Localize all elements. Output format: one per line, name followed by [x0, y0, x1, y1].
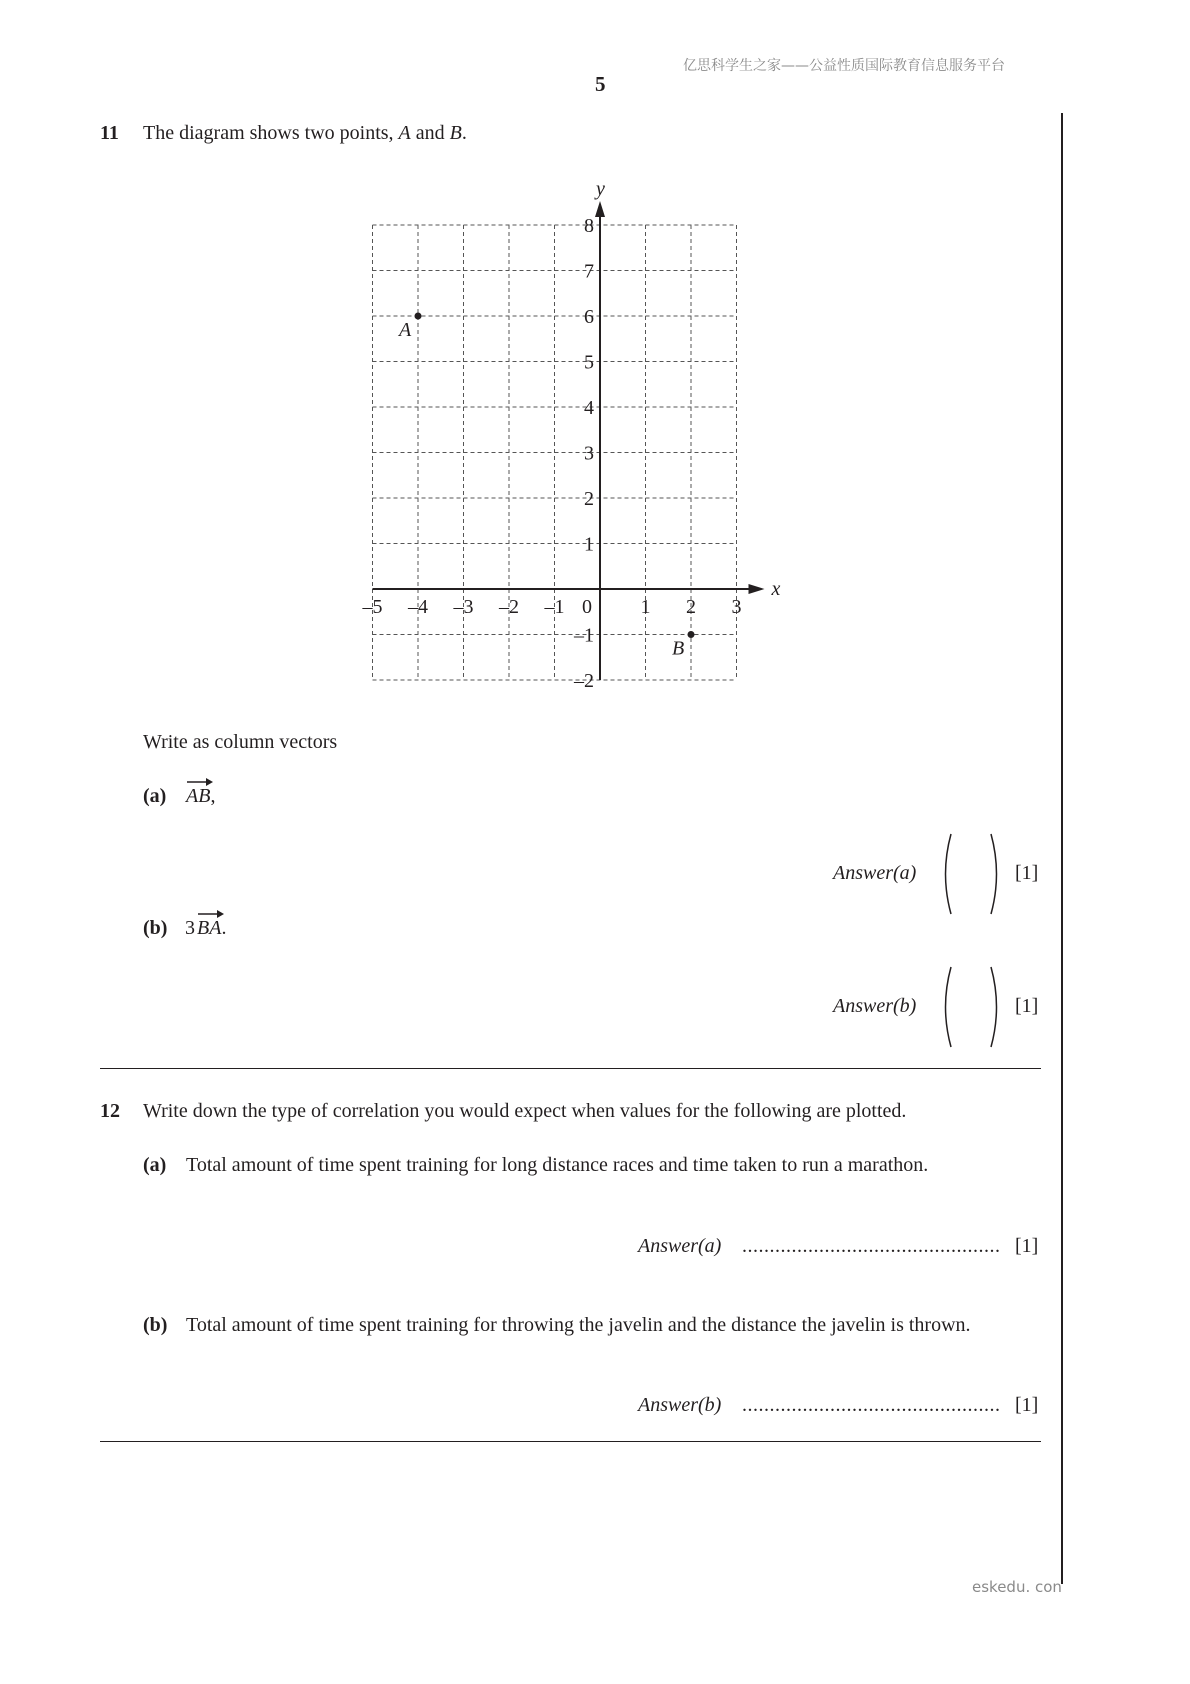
x-tick-label: 0 [582, 596, 592, 618]
x-tick-label: 3 [731, 596, 742, 618]
header-watermark: 亿思科学生之家——公益性质国际教育信息服务平台 [683, 58, 1005, 74]
y-tick-label: –1 [574, 624, 594, 647]
y-tick-labels [573, 215, 594, 692]
q11b-answer-label: Answer(b) [833, 995, 917, 1017]
x-tick-label: 1 [640, 596, 651, 618]
q11a-answer-label: Answer(a) [833, 862, 917, 884]
q11-text: The diagram shows two points, A and B. [143, 122, 467, 144]
q12b-answer-label: Answer(b) [638, 1394, 722, 1416]
y-axis-label: y [596, 178, 605, 200]
y-tick-label: 4 [584, 397, 594, 419]
q11-instruction: Write as column vectors [143, 731, 338, 753]
q12b-marks: [1] [1015, 1394, 1039, 1416]
q12a-label: (a) [143, 1154, 167, 1176]
x-axis-arrow-icon [749, 584, 765, 594]
q11b-coefficient: 3 [185, 917, 195, 939]
point-a [415, 313, 422, 320]
q12a-answer-label: Answer(a) [638, 1235, 722, 1257]
y-tick-label: 3 [584, 442, 594, 465]
q11a-label: (a) [143, 785, 167, 807]
x-tick-label: –5 [362, 596, 383, 618]
x-tick-label: –4 [408, 596, 428, 618]
q12-number: 12 [100, 1100, 120, 1122]
y-tick-label: 1 [584, 533, 594, 556]
q12-text: Write down the type of correlation you would expect when values for the following are plotted. [143, 1100, 907, 1122]
q12a-marks: [1] [1015, 1235, 1039, 1257]
q11b-vector: BA. [197, 906, 226, 943]
right-paren-icon [988, 966, 1004, 1048]
x-tick-label: –1 [544, 596, 565, 618]
q12b-label: (b) [143, 1314, 168, 1336]
x-tick-label: –3 [453, 596, 474, 618]
y-axis-arrow-icon [595, 201, 605, 217]
q11b-marks: [1] [1015, 995, 1039, 1017]
coordinate-grid-chart [0, 0, 1190, 720]
q11b-label: (b) [143, 917, 168, 939]
y-tick-label: 6 [584, 306, 594, 328]
left-paren-icon [938, 833, 954, 915]
x-tick-labels [362, 596, 742, 618]
point-b [688, 631, 695, 638]
y-tick-label: 5 [584, 351, 594, 374]
x-tick-label: 2 [686, 596, 696, 618]
q11a-vector: AB, [186, 774, 215, 811]
left-paren-icon [938, 966, 954, 1048]
point-label-b: B [672, 637, 685, 660]
separator-line [100, 1441, 1041, 1442]
q11a-marks: [1] [1015, 862, 1039, 884]
footer-site: eskedu. con [972, 1578, 1062, 1596]
q12a-answer-line[interactable]: ............................................... [742, 1235, 1001, 1257]
q12a-text: Total amount of time spent training for long distance races and time taken to run a marathon. [186, 1154, 929, 1176]
page-number: 5 [595, 72, 606, 96]
y-tick-label: 7 [584, 260, 594, 283]
y-tick-label: –2 [574, 670, 594, 692]
q11-number: 11 [100, 122, 119, 144]
x-axis-label: x [771, 578, 781, 600]
q12b-answer-line[interactable]: ............................................... [742, 1394, 1001, 1416]
y-tick-label: 2 [584, 488, 594, 510]
point-label-a: A [399, 319, 412, 341]
q12b-text: Total amount of time spent training for throwing the javelin and the distance the javelin is thrown. [186, 1314, 971, 1336]
right-paren-icon [988, 833, 1004, 915]
y-tick-label: 8 [584, 215, 594, 237]
separator-line [100, 1068, 1041, 1069]
chart-axes [373, 178, 781, 680]
x-tick-label: –2 [499, 596, 519, 618]
